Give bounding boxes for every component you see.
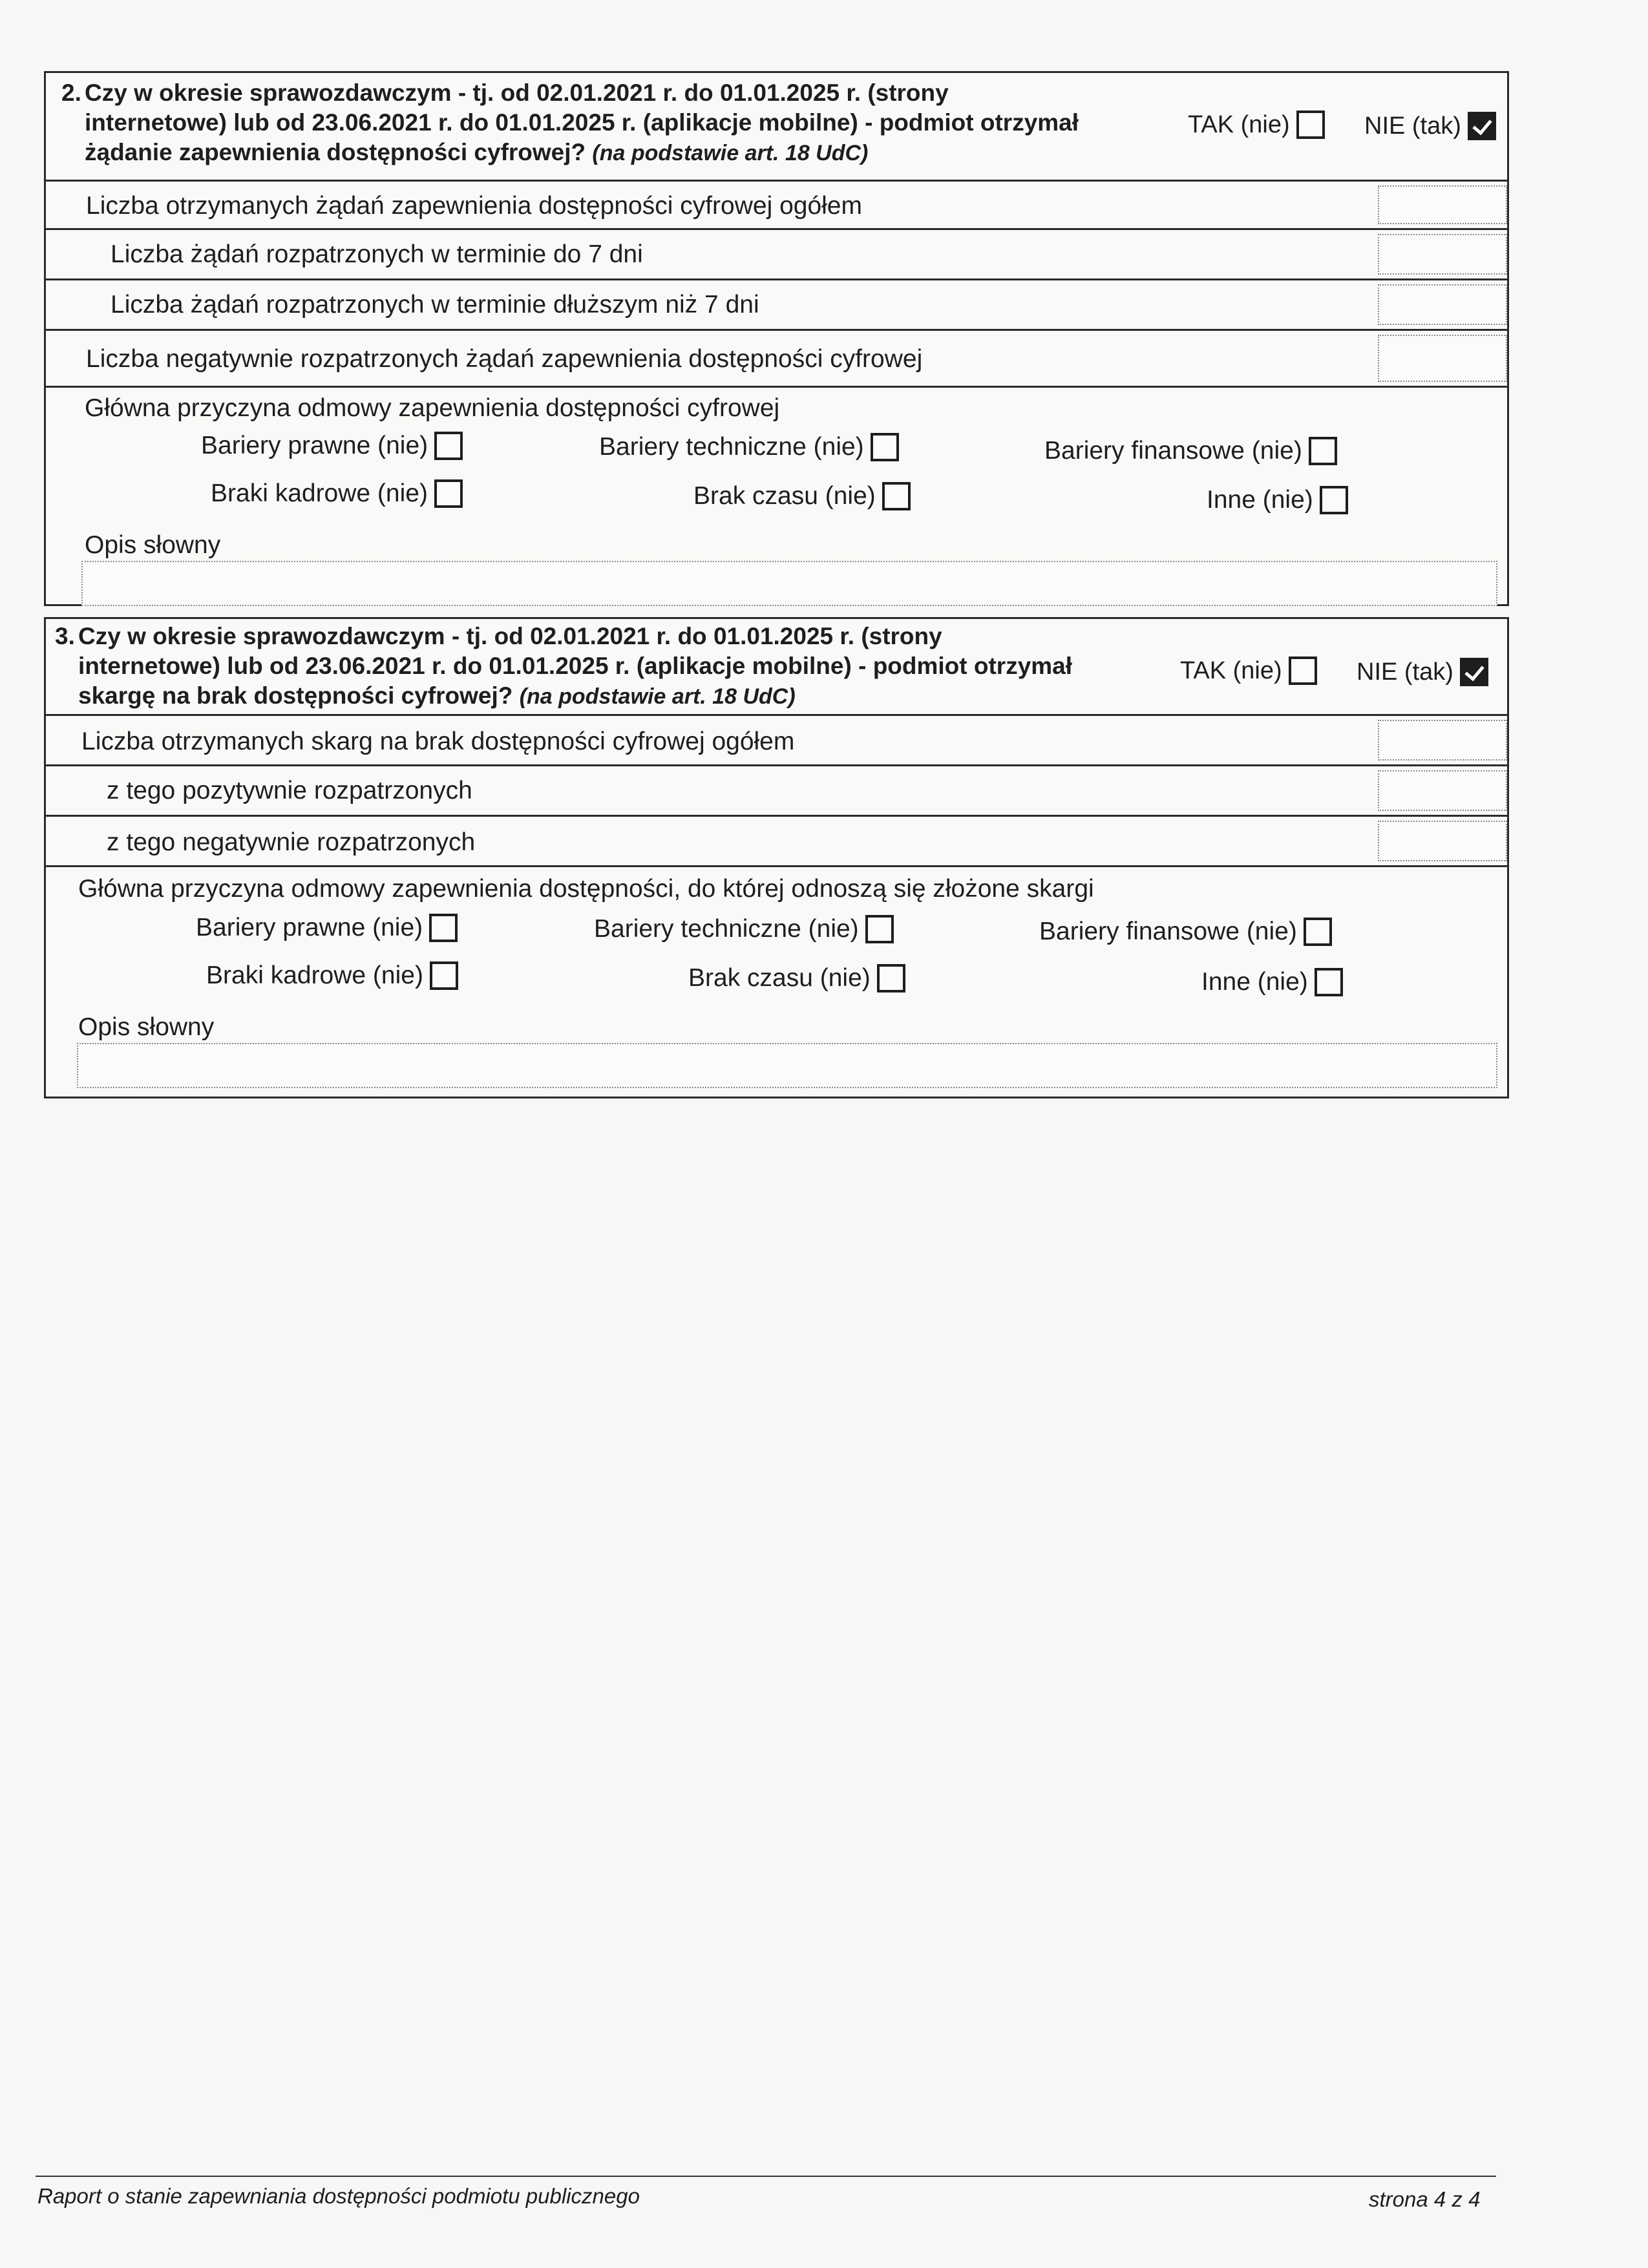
q3-yes-option[interactable] — [1180, 656, 1317, 685]
q3-option-prawne-checkbox[interactable] — [429, 914, 458, 942]
q3-option-kadrowe-label: Braki kadrowe (nie) — [206, 961, 423, 989]
question-2-line1: Czy w okresie sprawozdawczym - tj. od 02.01.2021 r. do 01.01.2025 r. (strony — [85, 79, 949, 106]
q3-option-techniczne[interactable] — [594, 915, 894, 943]
q2-row-7days — [46, 230, 1507, 280]
q3-option-techniczne-label: Bariery techniczne (nie) — [594, 915, 859, 943]
q3-no-option[interactable] — [1357, 658, 1488, 686]
q3-row-negative-input[interactable] — [1378, 821, 1507, 861]
q2-no-option[interactable] — [1364, 112, 1496, 140]
q3-option-finansowe-checkbox[interactable] — [1304, 918, 1332, 946]
q3-option-inne[interactable] — [1201, 968, 1343, 996]
q3-option-finansowe-label: Bariery finansowe (nie) — [1039, 918, 1297, 945]
q2-option-inne-label: Inne (nie) — [1207, 486, 1313, 514]
q2-yes-label: TAK (nie) — [1188, 110, 1290, 138]
q2-option-finansowe-checkbox[interactable] — [1309, 437, 1337, 465]
footer-title: Raport o stanie zapewniania dostępności podmiotu publicznego — [37, 2184, 640, 2208]
q2-row-7days-input[interactable] — [1378, 234, 1507, 275]
q3-option-inne-label: Inne (nie) — [1201, 968, 1308, 996]
question-3-header — [46, 619, 1507, 716]
q2-row-longer-input[interactable] — [1378, 284, 1507, 325]
q3-row-total-label: Liczba otrzymanych skarg na brak dostępności cyfrowej ogółem — [81, 728, 795, 755]
q2-option-techniczne[interactable] — [599, 433, 899, 461]
question-3-number: 3. — [55, 623, 75, 649]
q3-option-techniczne-checkbox[interactable] — [865, 915, 894, 943]
q2-option-czasu-checkbox[interactable] — [882, 482, 911, 510]
q2-opis-input[interactable] — [81, 561, 1497, 606]
question-2-number: 2. — [61, 79, 81, 106]
question-3-basis: (na podstawie art. 18 UdC) — [519, 684, 796, 709]
q2-option-czasu-label: Brak czasu (nie) — [693, 482, 876, 510]
question-2-line3: żądanie zapewnienia dostępności cyfrowej? — [85, 139, 586, 165]
footer-page-number: strona 4 z 4 — [1369, 2187, 1481, 2211]
q2-row-negative-label: Liczba negatywnie rozpatrzonych żądań zapewnienia dostępności cyfrowej — [86, 345, 923, 373]
q2-option-prawne-label: Bariery prawne (nie) — [201, 432, 428, 459]
q2-option-kadrowe[interactable] — [211, 479, 463, 508]
q2-row-total-input[interactable] — [1378, 185, 1507, 224]
q3-option-prawne[interactable] — [196, 914, 458, 942]
q2-row-7days-label: Liczba żądań rozpatrzonych w terminie do 7 dni — [111, 240, 643, 268]
q3-row-positive — [46, 766, 1507, 817]
q3-option-finansowe[interactable] — [1039, 918, 1332, 946]
q3-reasons-title: Główna przyczyna odmowy zapewnienia dostępności, do której odnoszą się złożone skargi — [78, 875, 1094, 903]
q2-yes-checkbox[interactable] — [1296, 110, 1325, 139]
question-3-text — [55, 622, 1192, 711]
q3-yes-checkbox[interactable] — [1289, 656, 1317, 685]
q2-option-finansowe[interactable] — [1044, 437, 1337, 465]
q2-row-total-label: Liczba otrzymanych żądań zapewnienia dostępności cyfrowej ogółem — [86, 192, 862, 220]
q3-row-total — [46, 716, 1507, 766]
q3-opis-input[interactable] — [77, 1043, 1497, 1088]
question-3-line3: skargę na brak dostępności cyfrowej? — [78, 682, 513, 709]
q3-row-total-input[interactable] — [1378, 720, 1507, 761]
q3-option-inne-checkbox[interactable] — [1315, 968, 1343, 996]
question-2-section — [44, 71, 1509, 606]
q3-row-positive-label: z tego pozytywnie rozpatrzonych — [107, 777, 472, 804]
q3-yes-label: TAK (nie) — [1180, 656, 1282, 684]
footer-divider — [36, 2176, 1496, 2177]
question-3-section — [44, 617, 1509, 1098]
q3-no-checkbox[interactable] — [1460, 658, 1488, 686]
q3-row-positive-input[interactable] — [1378, 770, 1507, 811]
q2-reasons-title: Główna przyczyna odmowy zapewnienia dostępności cyfrowej — [85, 394, 780, 422]
q2-option-techniczne-checkbox[interactable] — [871, 433, 899, 461]
question-3-line1: Czy w okresie sprawozdawczym - tj. od 02.01.2021 r. do 01.01.2025 r. (strony — [78, 623, 942, 649]
q3-option-prawne-label: Bariery prawne (nie) — [196, 914, 423, 941]
q2-opis-label: Opis słowny — [85, 531, 221, 559]
q3-option-czasu[interactable] — [688, 964, 905, 992]
q3-option-czasu-checkbox[interactable] — [877, 964, 905, 992]
q3-row-negative-label: z tego negatywnie rozpatrzonych — [107, 828, 476, 856]
q2-no-label: NIE (tak) — [1364, 112, 1461, 140]
q2-option-inne-checkbox[interactable] — [1320, 486, 1348, 514]
q2-yes-option[interactable] — [1188, 110, 1325, 139]
q2-option-kadrowe-checkbox[interactable] — [434, 479, 463, 508]
q2-option-prawne-checkbox[interactable] — [434, 432, 463, 460]
q2-reasons — [46, 388, 1507, 606]
q3-reasons — [46, 867, 1507, 1098]
question-3-line2: internetowe) lub od 23.06.2021 r. do 01.01.2025 r. (aplikacje mobilne) - podmiot otrzymał — [78, 653, 1073, 679]
q2-no-checkbox[interactable] — [1468, 112, 1496, 140]
q3-row-negative — [46, 817, 1507, 867]
question-2-basis: (na podstawie art. 18 UdC) — [592, 141, 869, 165]
question-2-text — [61, 78, 1199, 168]
q2-row-negative-input[interactable] — [1378, 335, 1507, 382]
q2-option-kadrowe-label: Braki kadrowe (nie) — [211, 479, 428, 507]
q3-option-kadrowe[interactable] — [206, 961, 458, 990]
q2-option-prawne[interactable] — [201, 432, 463, 460]
q2-row-longer-label: Liczba żądań rozpatrzonych w terminie dłuższym niż 7 dni — [111, 291, 759, 319]
q2-option-finansowe-label: Bariery finansowe (nie) — [1044, 437, 1302, 465]
q3-opis-label: Opis słowny — [78, 1013, 215, 1041]
q3-option-czasu-label: Brak czasu (nie) — [688, 964, 871, 992]
q3-option-kadrowe-checkbox[interactable] — [430, 961, 458, 990]
q2-option-czasu[interactable] — [693, 482, 911, 510]
q2-option-techniczne-label: Bariery techniczne (nie) — [599, 433, 864, 461]
q2-row-negative — [46, 331, 1507, 388]
q2-row-longer — [46, 280, 1507, 331]
q3-no-label: NIE (tak) — [1357, 658, 1453, 686]
question-2-header — [46, 73, 1507, 182]
q2-row-total — [46, 182, 1507, 230]
q2-option-inne[interactable] — [1207, 486, 1348, 514]
question-2-line2: internetowe) lub od 23.06.2021 r. do 01.01.2025 r. (aplikacje mobilne) - podmiot otrzymał — [85, 109, 1079, 136]
